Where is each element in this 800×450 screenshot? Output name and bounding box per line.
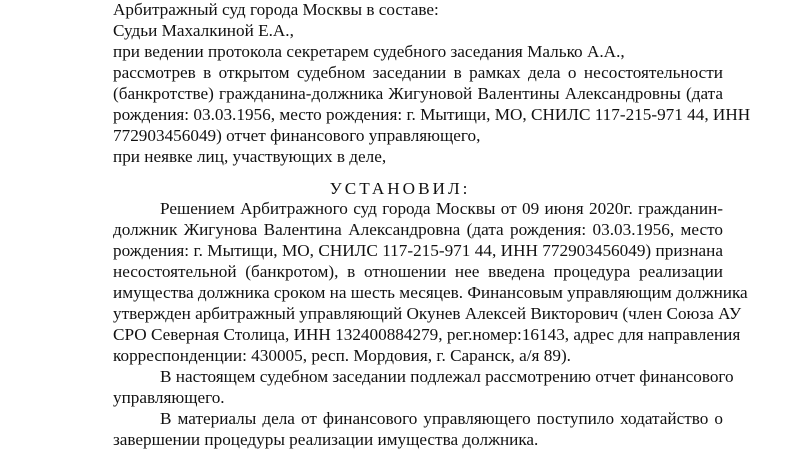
body-paragraph-line: имущества должника сроком на шесть месяцев. Финансовым управляющим должника [113,283,748,302]
body-paragraph-line: В настоящем судебном заседании подлежал рассмотрению отчет финансового [160,367,734,386]
body-paragraph-line: управляющего. [113,388,225,407]
case-description-line: (банкротстве) гражданина-должника Жигуновой Валентины Александровны (дата [113,84,723,103]
body-paragraph-line: СРО Северная Столица, ИНН 132400884279, рег.номер:16143, адрес для направления [113,325,741,344]
body-paragraph-line: Решением Арбитражного суд города Москвы от 09 июня 2020г. гражданин- [160,199,723,218]
secretary-line: при ведении протокола секретарем судебного заседания Малько А.А., [113,42,625,61]
court-composition-line: Арбитражный суд города Москвы в составе: [113,0,439,19]
body-paragraph-line: несостоятельной (банкротом), в отношении нее введена процедура реализации [113,262,723,281]
absence-line: при неявке лиц, участвующих в деле, [113,147,387,166]
section-title-established: УСТАНОВИЛ: [329,179,471,198]
case-description-line: 772903456049) отчет финансового управляющего, [113,126,481,145]
judge-line: Судьи Махалкиной Е.А., [113,21,294,40]
case-description-line: рассмотрев в открытом судебном заседании в рамках дела о несостоятельности [113,63,723,82]
body-paragraph-line: корреспонденции: 430005, респ. Мордовия, г. Саранск, а/я 89). [113,346,571,365]
case-description-line: рождения: 03.03.1956, место рождения: г. Мытищи, МО, СНИЛС 117-215-971 44, ИНН [113,105,751,124]
body-paragraph-line: должник Жигунова Валентина Александровна (дата рождения: 03.03.1956, место [113,220,723,239]
body-paragraph-line: утвержден арбитражный управляющий Окунев Алексей Викторович (член Союза АУ [113,304,742,323]
body-paragraph-line: завершении процедуры реализации имущества должника. [113,430,539,449]
body-paragraph-line: В материалы дела от финансового управляющего поступило ходатайство о [160,409,723,428]
body-paragraph-line: рождения: г. Мытищи, МО, СНИЛС 117-215-971 44, ИНН 772903456049) признана [113,241,723,260]
